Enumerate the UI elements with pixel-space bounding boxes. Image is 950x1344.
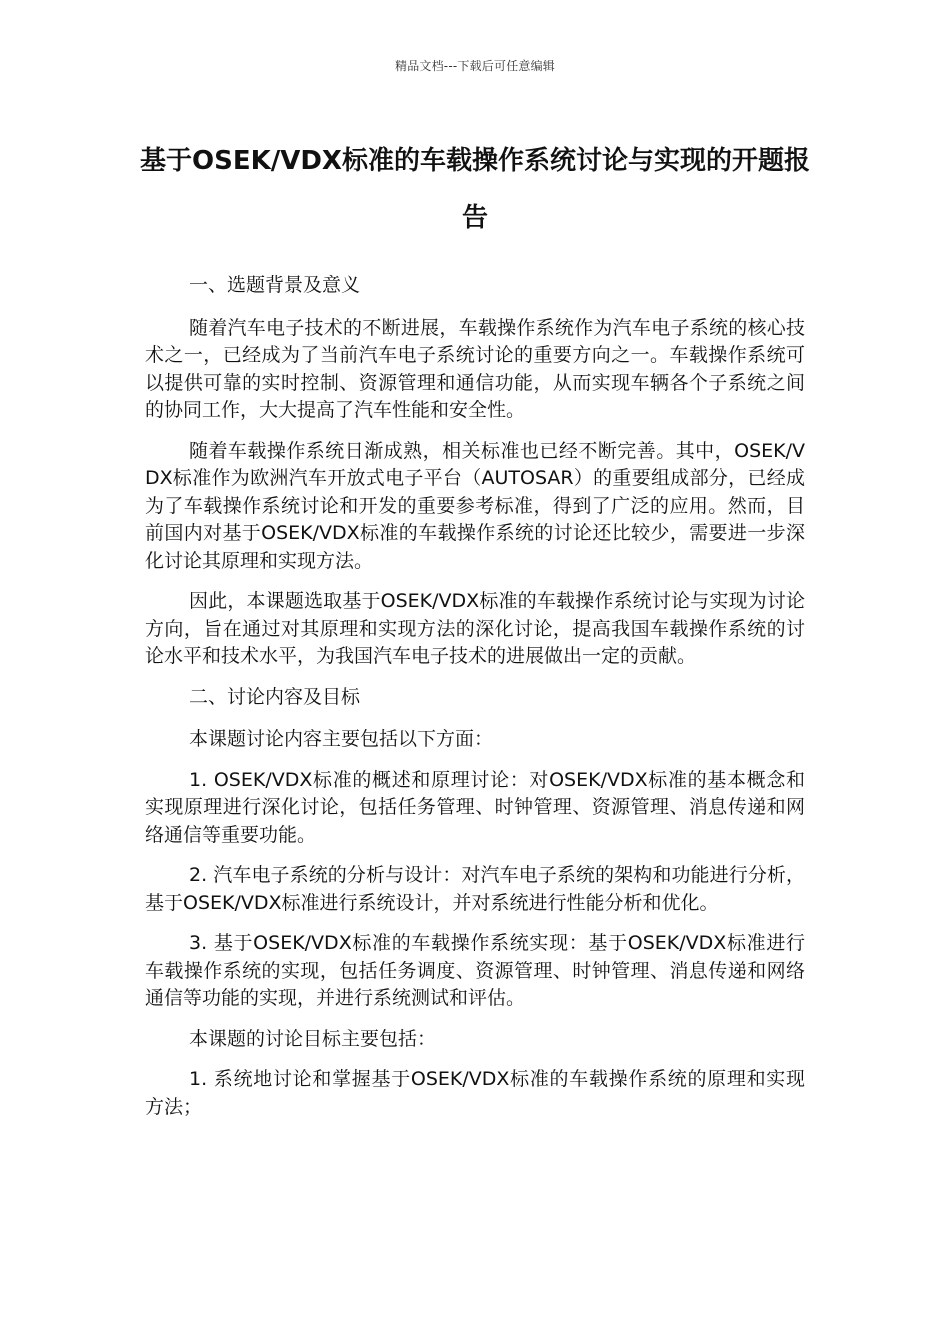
paragraph-content-intro: 本课题讨论内容主要包括以下方面：: [189, 728, 494, 750]
section-heading-background: 一、选题背景及意义: [189, 274, 361, 296]
paragraph-background-1: 随着汽车电子技术的不断进展，车载操作系统作为汽车电子系统的核心技术之一，已经成为了当前汽车电子系统讨论的重要方向之一。车载操作系统可以提供可靠的实时控制、资源管理和通信功能，从而实现车辆各个子系统之间的协同工作，大大提高了汽车性能和安全性。: [145, 316, 805, 421]
list-item-goal-1: 1. 系统地讨论和掌握基于OSEK/VDX标准的车载操作系统的原理和实现方法；: [145, 1068, 805, 1118]
paragraph-background-3: 因此，本课题选取基于OSEK/VDX标准的车载操作系统讨论与实现为讨论方向，旨在通过对其原理和实现方法的深化讨论，提高我国车载操作系统的讨论水平和技术水平，为我国汽车电子技术的进展做出一定的贡献。: [145, 590, 805, 667]
document-title: 基于OSEK/VDX标准的车载操作系统讨论与实现的开题报告: [140, 146, 810, 233]
list-item-content-1: 1. OSEK/VDX标准的概述和原理讨论：对OSEK/VDX标准的基本概念和实现原理进行深化讨论，包括任务管理、时钟管理、资源管理、消息传递和网络通信等重要功能。: [145, 768, 805, 846]
paragraph-goals-intro: 本课题的讨论目标主要包括：: [189, 1027, 437, 1050]
list-item-content-3: 3. 基于OSEK/VDX标准的车载操作系统实现：基于OSEK/VDX标准进行车载操作系统的实现，包括任务调度、资源管理、时钟管理、消息传递和网络通信等功能的实现，并进行系统测试和评估。: [145, 932, 805, 1009]
list-item-content-2: 2. 汽车电子系统的分析与设计：对汽车电子系统的架构和功能进行分析，基于OSEK/VDX标准进行系统设计，并对系统进行性能分析和优化。: [145, 864, 805, 914]
section-heading-content: 二、讨论内容及目标: [189, 685, 361, 708]
header-note: 精品文档---下载后可任意编辑: [395, 59, 555, 73]
document-body: [145, 272, 805, 1134]
paragraph-background-2: 随着车载操作系统日渐成熟，相关标准也已经不断完善。其中，OSEK/VDX标准作为欧洲汽车开放式电子平台（AUTOSAR）的重要组成部分，已经成为了车载操作系统讨论和开发的重要参考标准，得到了广泛的应用。然而，目前国内对基于OSEK/VDX标准的车载操作系统的讨论还比较少，需要进一步深化讨论其原理和实现方法。: [145, 439, 805, 572]
